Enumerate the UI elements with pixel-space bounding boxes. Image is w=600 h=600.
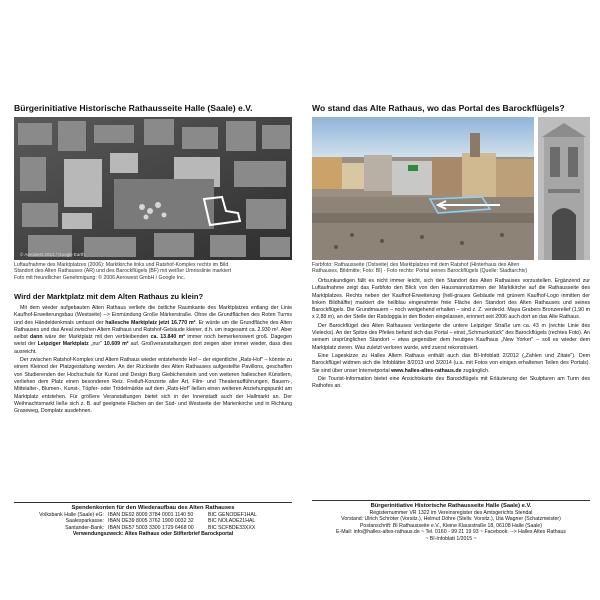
caption-line: Standort des Alten Rathauses (AR) und des Barockflügels (BF) mit weißer Umrisslinie markiert [14, 268, 232, 275]
footer-divider [312, 500, 590, 501]
contact-line: E-Mail: info@halles-altes-rathaus.de ~ Tel. 0160 - 99 21 19 93 ~ Facebook: --> Halles Altes Rathaus [336, 529, 566, 536]
market-photo-image [312, 117, 534, 260]
right-title: Wo stand das Alte Rathaus, wo das Portal des Barockflügels? [312, 103, 565, 113]
board-line: Vorstand: Ulrich Schröter (Vorsitz.), Helmut Döhre (Stellv. Vorsitz.), Uta Wagner (Schatzmeister) [341, 516, 561, 523]
portal-photo [538, 117, 590, 260]
caption-line: Rathauses, Bildmitte; Foto: BI) - Foto rechts: Portal seines Barockflügels (Quelle: Stadtarchiv) [312, 268, 528, 275]
website-link[interactable]: www.halles-altes-rathaus.de [391, 367, 462, 374]
donation-title: Spendenkonten für den Wiederaufbau des Alten Rathauses [71, 505, 235, 511]
left-subheading: Wird der Marktplatz mit dem Alten Rathaus zu klein? [14, 292, 204, 301]
paragraph-rats-hof: Der zwischen Ratshof-Komplex und Altem Rathaus wieder entstehende Hof – der eigentliche „Rats-Hof" – könnte zu einem Kleinod der Platzgestaltung werden. An der Rückseite des Alten Rathauses aufgestellte Pavillons, geschaffen von Studierenden der Hochschule für Kunst und Design Burg Giebichenstein und von weiteren halleschen Künstlern, verliehen dem Platz einen besonderen Reiz. Freiluft-Konzerte aller Art, Film- und Theateraufführungen, Bauern-, Mittelalter-, Blumen-, Kunst-, Töpfer- oder Trödelmärkte auf dem „Rats-Hof" ließen einen weiteren Anziehungspunkt am Marktplatz entstehen. Für größere Veranstaltungen bietet sich in der Innenstadt auch der Hallmarkt an. Der Weihnachtsmarkt ließe sich z. B. auf geeignete Flächen an der Süd- und Westseite der Marienkirche und in Richtung Graseweg, Domplatz ausdehnen. [14, 357, 292, 415]
paragraph-tourist-info: Die Tourist-Information bietet eine Ansichtskarte des Barockflügels mit Erläuterung der Skulpturen am Turm des Rathofes an. [312, 375, 590, 390]
footer-divider [14, 502, 292, 503]
donation-footer [14, 505, 292, 538]
aerial-photo [14, 117, 292, 260]
paragraph-location: Ortsunkundigen fällt es nicht immer leicht, sich den Standort des Alten Rathauses vorzustellen. Ergänzend zur Luftaufnahme zeigt das Farbfoto den Blick von den Hausmannstürmen der Marktkirche auf die Rathausseite des Marktplatzes. Rechts neben der Kaufhof-Erweiterung (hell-graues Gebäude mit grünem Kaufhof-Logo inmitten der linken Bildhälfte) markiert die hellblau eingerahmte freie Fläche den Standort des Alten Rathauses und seines Barockflügels. Die Grundmauern – noch weitgehend erhalten – sind z. Z. verdeckt. Maya Grabers Bronzerelief (1,90 m x 2,88 m), an der Stelle der Ratsloggia in den Boden eingelassen, erinnert seit 2006 auch dort an das Alte Rathaus. [312, 278, 590, 321]
bank-row: Volksbank Halle (Saale) eG: IBAN DE92 8009 3784 0001 1140 50 BIC GENODEF1HAL [39, 511, 257, 518]
bank-row: Santander-Bank: IBAN DE57 5003 3300 1729 6468 00 BIC SCFBDE33XXX [65, 524, 256, 531]
market-color-photo [312, 117, 534, 260]
infoblatt-line: ~ BI-Infoblatt 1/2015 ~ [425, 535, 477, 542]
left-title: Bürgerinitiative Historische Rathausseite Halle (Saale) e.V. [14, 103, 253, 113]
photo-watermark: © Aerowest 2013 / Google Earth [20, 252, 85, 257]
register-line: Registernummer VR 1322 im Vereinsregister des Amtsgerichts Stendal [369, 509, 533, 516]
address-line: Postanschrift: BI Rathausseite e.V., Kleine Klausstraße 18, 06108 Halle (Saale) [359, 522, 543, 529]
association-title: Bürgerinitiative Historische Rathausseite Halle (Saale) e.V. [370, 503, 532, 509]
paragraph-area: Mit dem wieder aufgebauten Alten Rathaus verliefe die östliche Raumkante des Marktplatzes entlang der Linie Kaufhof-Erweiterungsbau (Westseite) --> Einmündung Große Märkerstraße. Ohne die Grundflächen des Roten Turms und des Händeldenkmals umfasst der hallesche Marktplatz jetzt 16.770 m². Er würde um die Grundfläche des Alten Rathauses und das Areal zwischen Altem Rathaus und Ratshof-Gebäude kleiner, d.h. um insgesamt ca. 2.930 m². Aber selbst dann wäre der Marktplatz mit den verbleibenden ca. 13.840 m² immer noch bemerkenswert groß. Dagegen weist der Leipziger Marktplatz „nur" 10.609 m² auf. Großveranstaltungen dort zeigen aber immer wieder, dass dies ausreicht. [14, 305, 293, 355]
right-body-text [312, 278, 590, 391]
donation-purpose: Verwendungszweck: Altes Rathaus oder Stifterbrief Barockportal [72, 531, 234, 538]
paragraph-infoblatt: Eine Lageskizze zu Halles Altem Rathaus enthält auch das BI-Infoblatt 2/2012 („Zahlen und Zitate"). Dem Barockflügel widmen sich die Infoblätter 8/2013 und 3/2014 (u.a. mit Fotos von einigen erhaltenen Teilen des Portals). Sie sind über unser Internetportal www.halles-altes-rathaus.de zugänglich. [312, 352, 590, 374]
bank-row: Saalesparkasse: IBAN DE39 8005 3762 1900 0032 32 BIC NOLADE21HAL [65, 518, 256, 525]
caption-line: Farbfoto: Rathausseite (Ostseite) des Marktplatzes mit dem Ratshof (Hinterhaus des Alten [312, 262, 520, 268]
market-caption [312, 262, 590, 275]
left-body-text [14, 305, 292, 416]
portal-photo-image [538, 117, 590, 260]
caption-line: Foto mit freundlicher Genehmigung: © 2006 Aerowest GmbH / Google Inc. [14, 274, 186, 281]
association-footer [312, 503, 590, 543]
aerial-photo-image [14, 117, 292, 260]
aerial-caption [14, 262, 292, 281]
caption-line: Luftaufnahme des Marktplatzes (2006): Marktkirche links und Ratshof-Komplex rechts im Bild [14, 262, 229, 268]
paragraph-barockfluegel: Der Barockflügel des Alten Rathauses verlängerte die untere Leipziger Straße um ca. 43 m (rechte Linie des Vielecks). An der Spitze des Pfeiles befand sich das Portal – einst „Schmuckstück" des Barockflügels (rechtes Foto). An seinem ursprünglichen Standort – etwa gegenüber dem heutigen Kaufhaus „New Yorker" – soll es wieder dem Marktplatz zieren. Was zuletzt verloren wurde, wird zuerst rekonstruiert. [312, 322, 590, 351]
